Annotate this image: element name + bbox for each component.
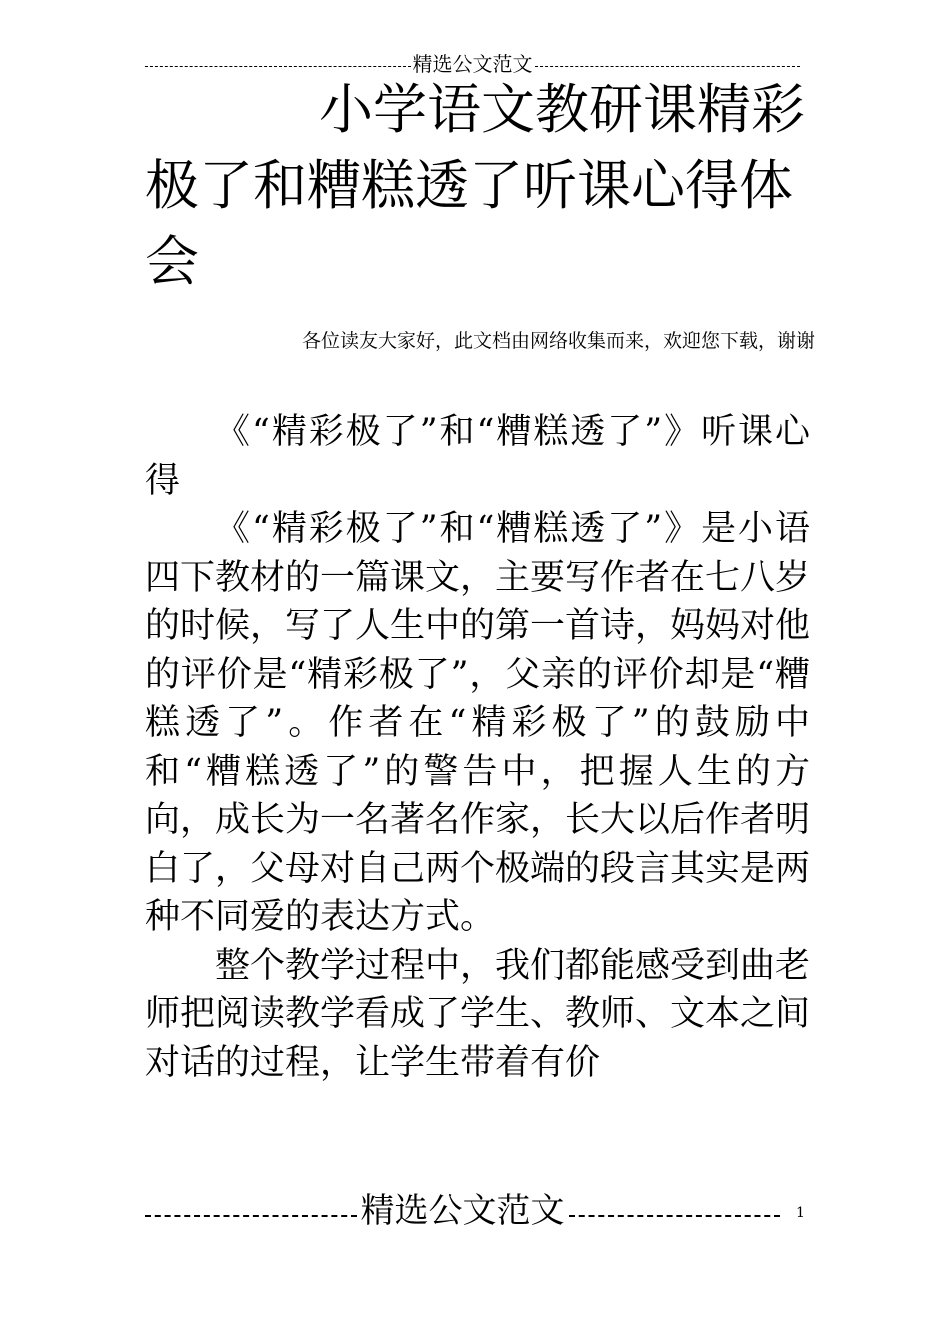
page-number: 1 bbox=[796, 1205, 805, 1221]
paragraph-heading: 《“精彩极了”和“糟糕透了”》听课心得 bbox=[145, 412, 810, 501]
footer-dash-right bbox=[569, 1215, 781, 1217]
download-note: 各位读友大家好，此文档由网络收集而来，欢迎您下载，谢谢 bbox=[301, 330, 815, 352]
header-dash-right bbox=[535, 66, 801, 67]
paragraph: 整个教学过程中，我们都能感受到曲老师把阅读教学看成了学生、教师、文本之间对话的过程，让学生带着有价 bbox=[145, 945, 811, 1083]
footer-dash-left bbox=[145, 1215, 357, 1217]
footer-label: 精选公文范文 bbox=[360, 1191, 565, 1231]
header-dash-left bbox=[145, 66, 411, 67]
page-footer bbox=[145, 1188, 780, 1234]
paragraph: 《“精彩极了”和“糟糕透了”》是小语四下教材的一篇课文，主要写作者在七八岁的时候，写了人生中的第一首诗，妈妈对他的评价是“精彩极了”，父亲的评价却是“糟糕透了”。作者在“精彩极了”的鼓励中和“糟糕透了”的警告中，把握人生的方向，成长为一名著名作家，长大以后作者明白了，父母对自己两个极端的段言其实是两种不同爱的表达方式。 bbox=[145, 509, 811, 937]
document-title: 小学语文教研课精彩极了和糟糕透了听课心得体会 bbox=[145, 78, 805, 293]
document-body bbox=[145, 408, 810, 1087]
header-label: 精选公文范文 bbox=[412, 52, 533, 76]
